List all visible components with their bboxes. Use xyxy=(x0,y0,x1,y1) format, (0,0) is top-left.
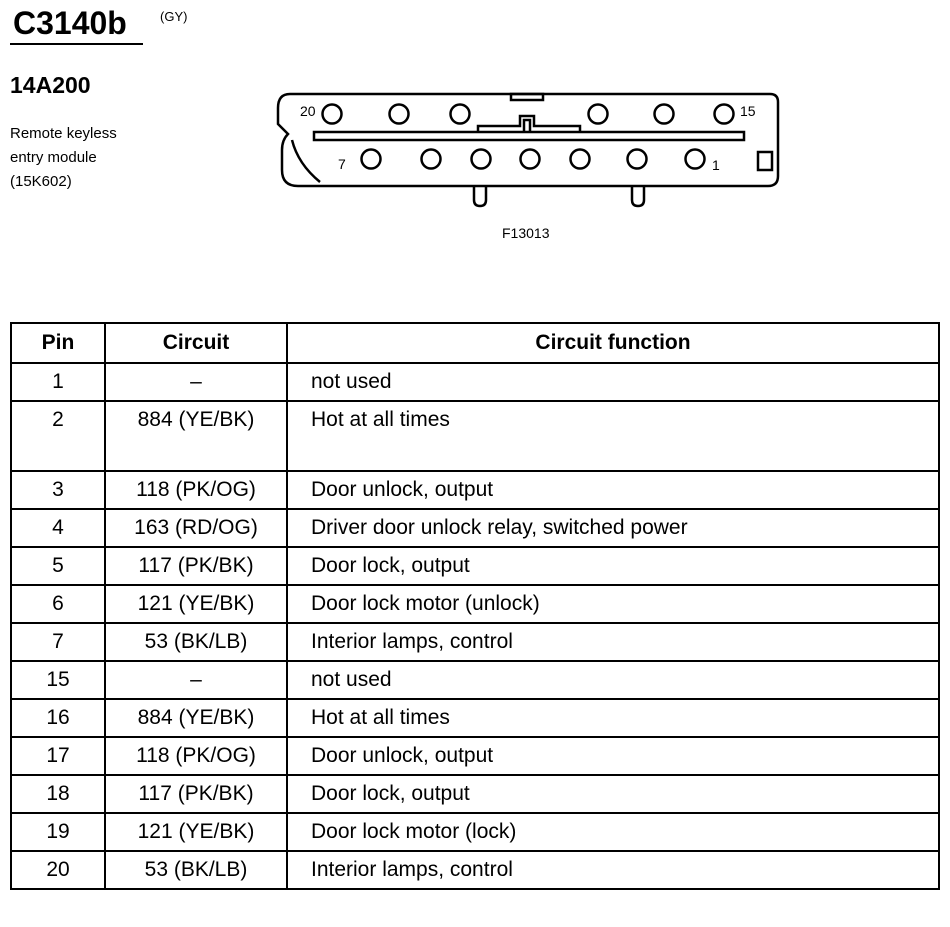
function-cell: Driver door unlock relay, switched power xyxy=(287,509,939,547)
pin-cell: 20 xyxy=(11,851,105,889)
table-row xyxy=(11,775,939,813)
part-number: 14A200 xyxy=(10,72,91,98)
pin-cell: 6 xyxy=(11,585,105,623)
pin-cell: 5 xyxy=(11,547,105,585)
pin-hole-19 xyxy=(390,105,409,124)
function-cell: Door lock, output xyxy=(287,547,939,585)
pin-cell: 3 xyxy=(11,471,105,509)
pin-hole-1 xyxy=(686,150,705,169)
circuit-cell: 117 (PK/BK) xyxy=(105,547,287,585)
connector-lock-tab xyxy=(511,94,543,100)
table-row xyxy=(11,471,939,509)
pin-hole-15 xyxy=(715,105,734,124)
table-row xyxy=(11,623,939,661)
circuit-cell: 884 (YE/BK) xyxy=(105,401,287,471)
table-row xyxy=(11,585,939,623)
pin-label-top-right: 15 xyxy=(740,103,756,119)
pin-cell: 15 xyxy=(11,661,105,699)
circuit-cell: – xyxy=(105,661,287,699)
function-cell: not used xyxy=(287,661,939,699)
table-row xyxy=(11,851,939,889)
table-row xyxy=(11,661,939,699)
pin-cell: 16 xyxy=(11,699,105,737)
table-header-row xyxy=(11,323,939,363)
connector-center-rail xyxy=(314,132,744,140)
pin-cell: 4 xyxy=(11,509,105,547)
circuit-cell: 884 (YE/BK) xyxy=(105,699,287,737)
circuit-cell: 121 (YE/BK) xyxy=(105,585,287,623)
function-cell: Door unlock, output xyxy=(287,737,939,775)
table-row xyxy=(11,547,939,585)
pin-label-bottom-left: 7 xyxy=(338,156,346,172)
table-row xyxy=(11,737,939,775)
function-cell: Hot at all times xyxy=(287,699,939,737)
pin-cell: 18 xyxy=(11,775,105,813)
connector-color: (GY) xyxy=(160,9,188,24)
connector-peg-left xyxy=(474,186,486,206)
circuit-cell: 121 (YE/BK) xyxy=(105,813,287,851)
component-name: Remote keyless entry module (15K602) xyxy=(10,125,117,190)
function-cell: Hot at all times xyxy=(287,401,939,471)
pin-cell: 7 xyxy=(11,623,105,661)
pin-hole-16 xyxy=(655,105,674,124)
function-cell: Interior lamps, control xyxy=(287,623,939,661)
pin-cell: 19 xyxy=(11,813,105,851)
table-row xyxy=(11,401,939,471)
function-cell: Door lock motor (lock) xyxy=(287,813,939,851)
connector-peg-right xyxy=(632,186,644,206)
header-circuit: Circuit xyxy=(105,323,287,363)
connector-left-bevel xyxy=(292,140,320,182)
pin-circuit-table xyxy=(10,322,940,890)
table-row xyxy=(11,699,939,737)
circuit-cell: 118 (PK/OG) xyxy=(105,471,287,509)
circuit-cell: – xyxy=(105,363,287,401)
table-row xyxy=(11,509,939,547)
table-row xyxy=(11,813,939,851)
pin-hole-18 xyxy=(451,105,470,124)
circuit-cell: 118 (PK/OG) xyxy=(105,737,287,775)
header-circuit-function: Circuit function xyxy=(287,323,939,363)
pin-hole-7 xyxy=(362,150,381,169)
table-row xyxy=(11,363,939,401)
circuit-cell: 53 (BK/LB) xyxy=(105,851,287,889)
function-cell: Door lock motor (unlock) xyxy=(287,585,939,623)
pin-hole-5 xyxy=(472,150,491,169)
pin-hole-4 xyxy=(521,150,540,169)
pin-label-top-left: 20 xyxy=(300,103,316,119)
connector-side-key xyxy=(758,152,772,170)
pin-hole-17 xyxy=(589,105,608,124)
figure-id: F13013 xyxy=(502,225,550,241)
function-cell: Door lock, output xyxy=(287,775,939,813)
pin-hole-2 xyxy=(628,150,647,169)
header-pin: Pin xyxy=(11,323,105,363)
pin-label-bottom-right: 1 xyxy=(712,157,720,173)
pin-hole-6 xyxy=(422,150,441,169)
circuit-cell: 53 (BK/LB) xyxy=(105,623,287,661)
connector-face-diagram xyxy=(270,88,790,218)
pin-cell: 17 xyxy=(11,737,105,775)
pin-cell: 2 xyxy=(11,401,105,471)
pin-cell: 1 xyxy=(11,363,105,401)
connector-id: C3140b xyxy=(13,5,127,41)
circuit-cell: 117 (PK/BK) xyxy=(105,775,287,813)
connector-id-underline xyxy=(10,43,143,45)
function-cell: Interior lamps, control xyxy=(287,851,939,889)
function-cell: not used xyxy=(287,363,939,401)
pin-hole-20 xyxy=(323,105,342,124)
circuit-cell: 163 (RD/OG) xyxy=(105,509,287,547)
pin-hole-3 xyxy=(571,150,590,169)
function-cell: Door unlock, output xyxy=(287,471,939,509)
